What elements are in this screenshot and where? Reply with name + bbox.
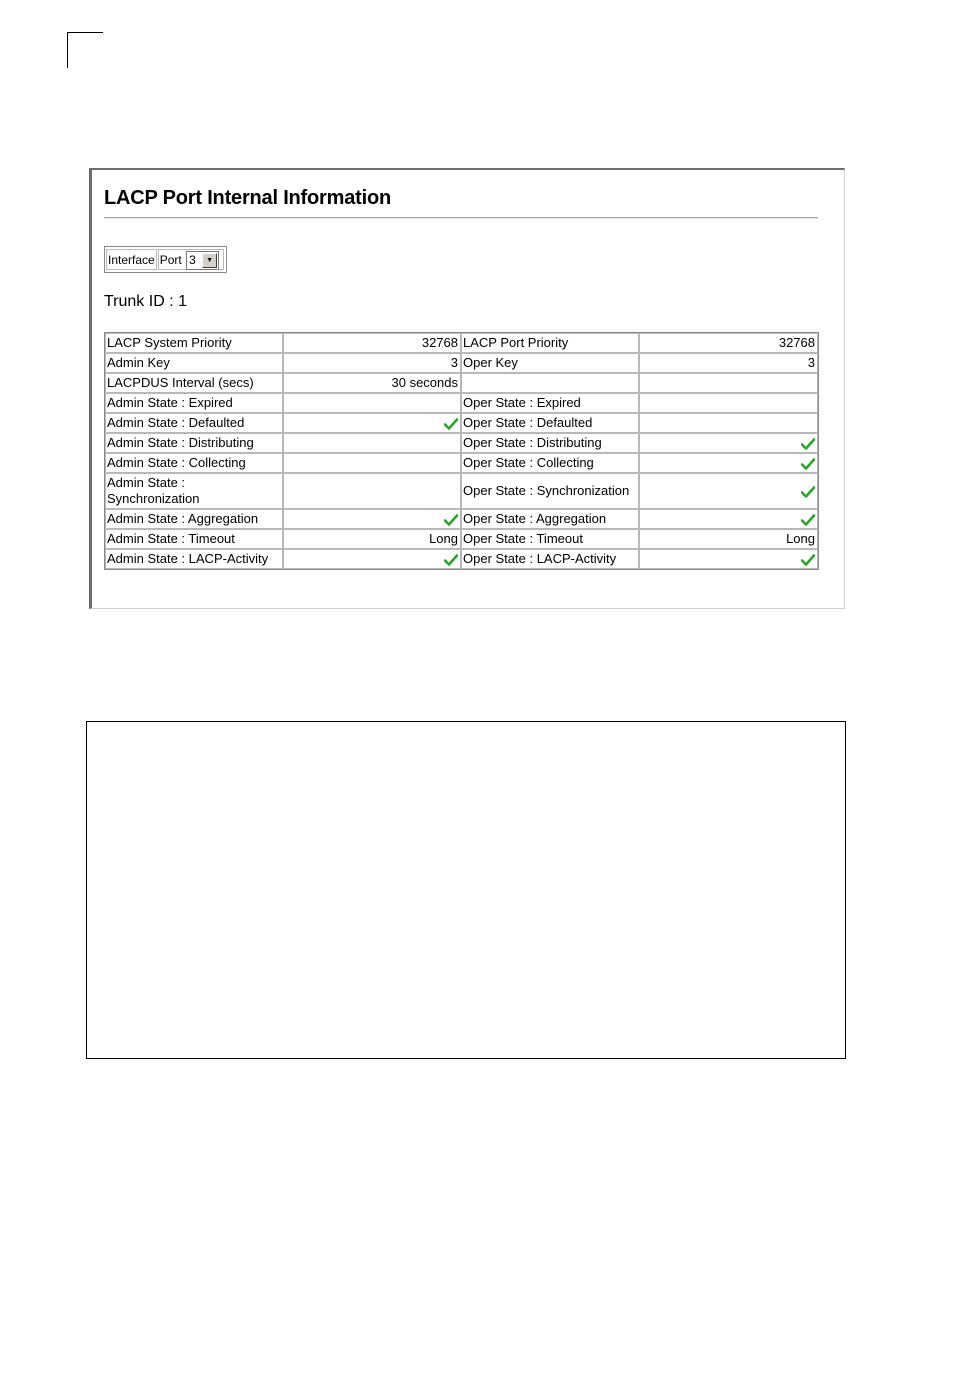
oper-label-cell — [461, 453, 639, 473]
admin-value-cell — [283, 333, 461, 353]
oper-value-cell — [639, 453, 818, 473]
admin-label-cell-text: Admin State : Synchronization — [107, 475, 200, 506]
admin-label-cell-text: Admin State : Expired — [107, 395, 233, 410]
admin-value-cell — [283, 373, 461, 393]
table-row — [105, 353, 818, 373]
oper-label-cell — [461, 529, 639, 549]
admin-label-cell-text: Admin State : Defaulted — [107, 415, 245, 430]
checkmark-icon — [444, 514, 458, 526]
oper-label-cell — [461, 373, 639, 393]
crop-mark-horizontal — [67, 32, 103, 33]
port-select[interactable] — [186, 251, 219, 270]
title-divider — [104, 217, 818, 219]
admin-label-cell — [105, 509, 283, 529]
oper-value-cell — [639, 473, 818, 509]
oper-value-cell — [639, 413, 818, 433]
oper-value-cell-text: 32768 — [778, 335, 815, 350]
admin-value-cell — [283, 453, 461, 473]
admin-value-cell — [283, 529, 461, 549]
admin-label-cell — [105, 473, 283, 509]
admin-value-cell — [283, 473, 461, 509]
admin-label-cell-text: Admin State : Aggregation — [107, 511, 259, 526]
oper-label-cell-text: LACP Port Priority — [463, 335, 569, 350]
crop-mark-vertical — [67, 32, 68, 68]
oper-label-cell-text: Oper State : Synchronization — [463, 483, 630, 498]
oper-label-cell-text: Oper State : Defaulted — [463, 415, 593, 430]
oper-value-cell — [639, 549, 818, 569]
oper-label-cell — [461, 509, 639, 529]
admin-label-cell — [105, 413, 283, 433]
oper-label-cell — [461, 473, 639, 509]
oper-label-cell-text: Oper State : Collecting — [463, 455, 594, 470]
admin-label-cell-text: Admin State : Collecting — [107, 455, 246, 470]
admin-value-cell-text: 30 seconds — [391, 375, 458, 390]
oper-label-cell-text: Oper State : Aggregation — [463, 511, 607, 526]
admin-label-cell-text: Admin State : Timeout — [107, 531, 235, 546]
chevron-down-icon[interactable]: ▼ — [202, 253, 217, 268]
lacp-info-panel — [89, 168, 845, 609]
oper-label-cell — [461, 549, 639, 569]
admin-value-cell — [283, 353, 461, 373]
port-selector-cell — [158, 249, 224, 270]
checkmark-icon — [801, 438, 815, 450]
oper-label-cell — [461, 333, 639, 353]
admin-value-cell-text: 3 — [450, 355, 458, 370]
checkmark-icon — [801, 554, 815, 566]
table-row — [105, 509, 818, 529]
oper-value-cell — [639, 393, 818, 413]
oper-value-cell-text: Long — [786, 531, 815, 546]
oper-value-cell — [639, 509, 818, 529]
oper-label-cell — [461, 353, 639, 373]
page-title: LACP Port Internal Information — [104, 187, 391, 209]
admin-label-cell-text: Admin Key — [107, 355, 170, 370]
admin-value-cell-text: 32768 — [421, 335, 458, 350]
empty-content-box — [86, 721, 846, 1059]
checkmark-icon — [444, 418, 458, 430]
admin-value-cell — [283, 393, 461, 413]
admin-label-cell — [105, 529, 283, 549]
admin-label-cell-text: LACPDUS Interval (secs) — [107, 375, 254, 390]
oper-value-cell-text: 3 — [807, 355, 815, 370]
interface-label: Interface — [106, 249, 157, 270]
oper-value-cell — [639, 433, 818, 453]
port-label: Port — [159, 253, 182, 267]
admin-label-cell — [105, 453, 283, 473]
admin-label-cell — [105, 433, 283, 453]
lacp-info-table — [104, 332, 819, 570]
admin-label-cell-text: LACP System Priority — [107, 335, 232, 350]
oper-label-cell — [461, 433, 639, 453]
oper-label-cell-text: Oper Key — [463, 355, 518, 370]
table-row — [105, 549, 818, 569]
table-row — [105, 529, 818, 549]
oper-label-cell — [461, 393, 639, 413]
admin-value-cell — [283, 413, 461, 433]
checkmark-icon — [801, 486, 815, 498]
oper-label-cell-text: Oper State : Timeout — [463, 531, 583, 546]
interface-selector — [104, 246, 227, 273]
table-row — [105, 413, 818, 433]
oper-label-cell — [461, 413, 639, 433]
admin-label-cell — [105, 333, 283, 353]
trunk-id: Trunk ID : 1 — [104, 293, 187, 310]
checkmark-icon — [444, 554, 458, 566]
oper-label-cell-text: Oper State : LACP-Activity — [463, 551, 617, 566]
table-row — [105, 373, 818, 393]
admin-label-cell — [105, 353, 283, 373]
admin-value-cell — [283, 433, 461, 453]
checkmark-icon — [801, 514, 815, 526]
admin-value-cell — [283, 509, 461, 529]
admin-label-cell-text: Admin State : LACP-Activity — [107, 551, 269, 566]
oper-label-cell-text: Oper State : Expired — [463, 395, 581, 410]
admin-value-cell — [283, 549, 461, 569]
table-row — [105, 453, 818, 473]
checkmark-icon — [801, 458, 815, 470]
admin-label-cell — [105, 549, 283, 569]
oper-value-cell — [639, 353, 818, 373]
oper-value-cell — [639, 333, 818, 353]
table-row — [105, 393, 818, 413]
admin-label-cell-text: Admin State : Distributing — [107, 435, 254, 450]
table-row — [105, 433, 818, 453]
admin-label-cell — [105, 373, 283, 393]
port-select-value: 3 — [189, 253, 196, 267]
table-row — [105, 333, 818, 353]
oper-value-cell — [639, 373, 818, 393]
admin-label-cell — [105, 393, 283, 413]
table-row — [105, 473, 818, 509]
oper-label-cell-text: Oper State : Distributing — [463, 435, 602, 450]
oper-value-cell — [639, 529, 818, 549]
admin-value-cell-text: Long — [429, 531, 458, 546]
